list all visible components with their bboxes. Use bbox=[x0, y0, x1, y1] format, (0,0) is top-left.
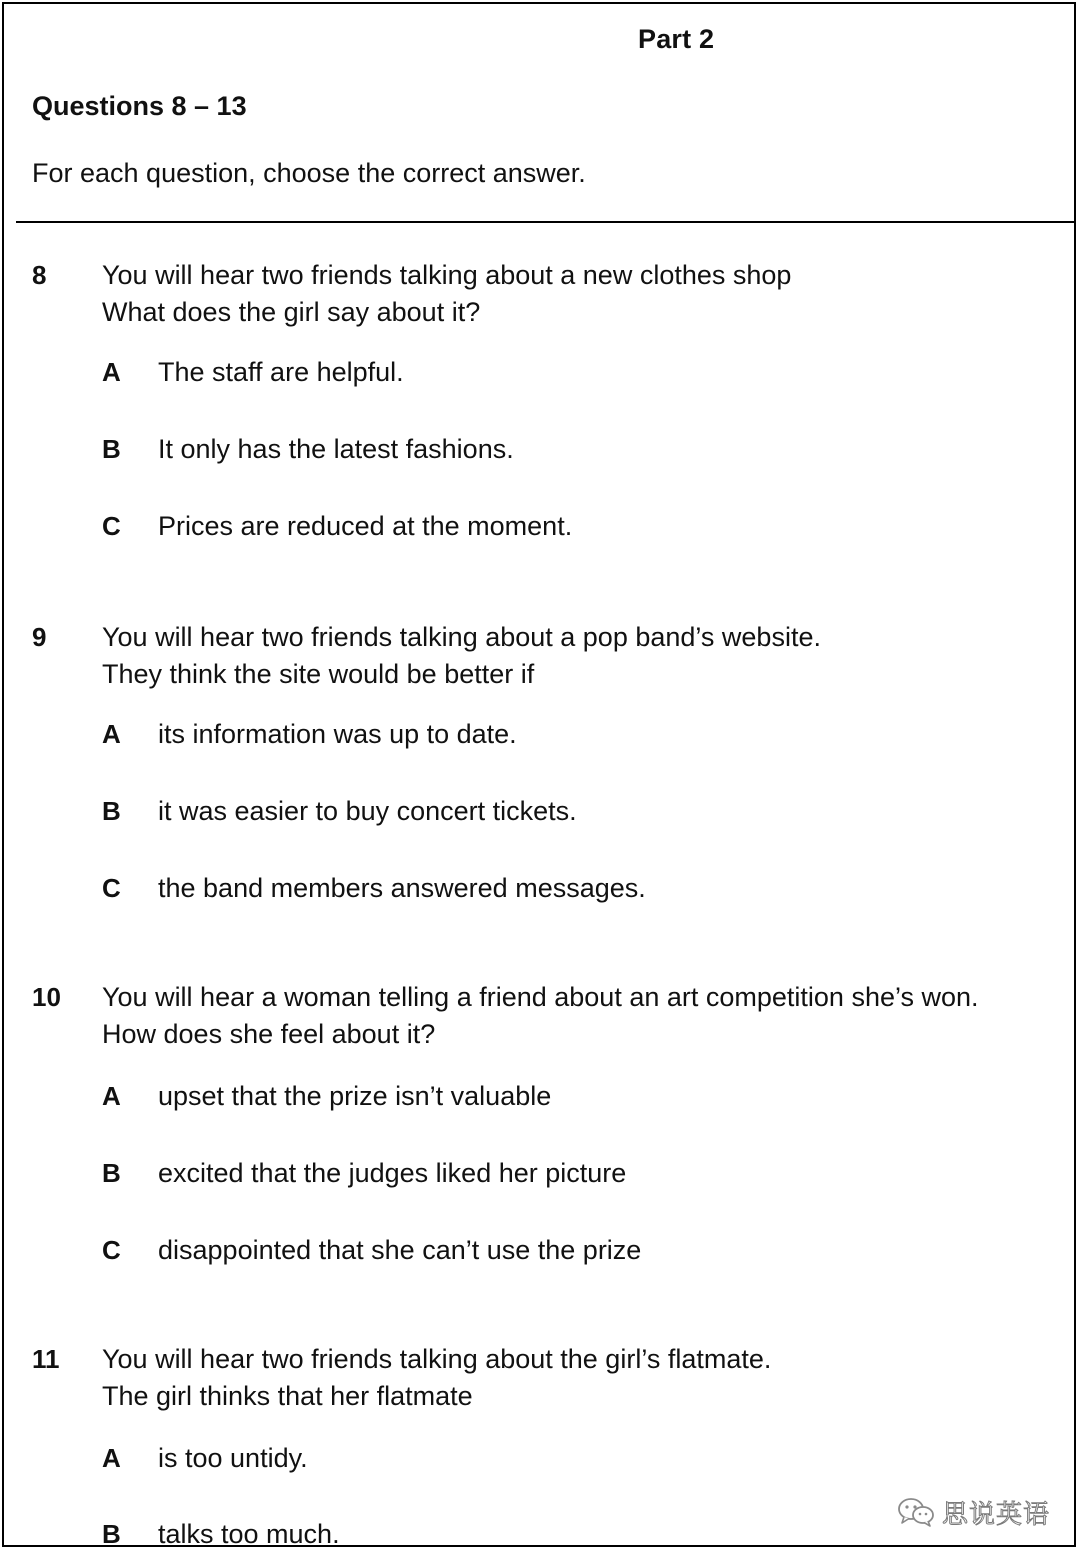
option-text: talks too much. bbox=[158, 1519, 340, 1547]
option-letter: A bbox=[102, 357, 121, 387]
question-stem: How does she feel about it? bbox=[102, 1019, 436, 1049]
question-number: 11 bbox=[32, 1344, 60, 1374]
option-text: excited that the judges liked her picture bbox=[158, 1158, 627, 1188]
question-prompt: You will hear a woman telling a friend about an art competition she’s won. bbox=[102, 982, 979, 1012]
question-prompt: You will hear two friends talking about a pop band’s website. bbox=[102, 622, 821, 652]
option-b[interactable] bbox=[102, 1519, 1002, 1547]
watermark bbox=[896, 1492, 1050, 1532]
part-title: Part 2 bbox=[638, 24, 715, 54]
option-text: disappointed that she can’t use the prize bbox=[158, 1235, 642, 1265]
option-letter: B bbox=[102, 1158, 121, 1188]
option-letter: B bbox=[102, 796, 121, 826]
option-letter: C bbox=[102, 873, 121, 903]
exam-page bbox=[2, 2, 1076, 1547]
option-b[interactable] bbox=[102, 1158, 1002, 1192]
option-text: The staff are helpful. bbox=[158, 357, 404, 387]
option-text: Prices are reduced at the moment. bbox=[158, 511, 573, 541]
option-b[interactable] bbox=[102, 796, 1002, 830]
option-text: the band members answered messages. bbox=[158, 873, 646, 903]
question-stem: What does the girl say about it? bbox=[102, 297, 481, 327]
question-stem: The girl thinks that her flatmate bbox=[102, 1381, 473, 1411]
watermark-text: 思说英语 bbox=[942, 1499, 1051, 1530]
option-text: It only has the latest fashions. bbox=[158, 434, 514, 464]
option-text: its information was up to date. bbox=[158, 719, 517, 749]
option-a[interactable] bbox=[102, 1081, 1002, 1115]
option-c[interactable] bbox=[102, 873, 1002, 907]
option-text: is too untidy. bbox=[158, 1443, 308, 1473]
section-divider bbox=[16, 221, 1074, 223]
wechat-icon bbox=[896, 1496, 936, 1528]
option-c[interactable] bbox=[102, 511, 1002, 545]
question-prompt: You will hear two friends talking about a new clothes shop bbox=[102, 260, 792, 290]
option-letter: C bbox=[102, 511, 121, 541]
questions-heading: Questions 8 – 13 bbox=[32, 91, 247, 121]
option-letter: B bbox=[102, 434, 121, 464]
option-a[interactable] bbox=[102, 1443, 1002, 1477]
question-prompt: You will hear two friends talking about the girl’s flatmate. bbox=[102, 1344, 772, 1374]
option-text: it was easier to buy concert tickets. bbox=[158, 796, 577, 826]
option-a[interactable] bbox=[102, 357, 1002, 391]
question-number: 10 bbox=[32, 982, 61, 1012]
question-number: 8 bbox=[32, 260, 47, 290]
option-letter: C bbox=[102, 1235, 121, 1265]
option-c[interactable] bbox=[102, 1235, 1002, 1269]
option-a[interactable] bbox=[102, 719, 1002, 753]
option-letter: B bbox=[102, 1519, 121, 1547]
question-number: 9 bbox=[32, 622, 47, 652]
option-b[interactable] bbox=[102, 434, 1002, 468]
instruction-text: For each question, choose the correct answer. bbox=[32, 158, 586, 188]
question-stem: They think the site would be better if bbox=[102, 659, 535, 689]
option-letter: A bbox=[102, 719, 121, 749]
option-letter: A bbox=[102, 1081, 121, 1111]
option-text: upset that the prize isn’t valuable bbox=[158, 1081, 552, 1111]
option-letter: A bbox=[102, 1443, 121, 1473]
